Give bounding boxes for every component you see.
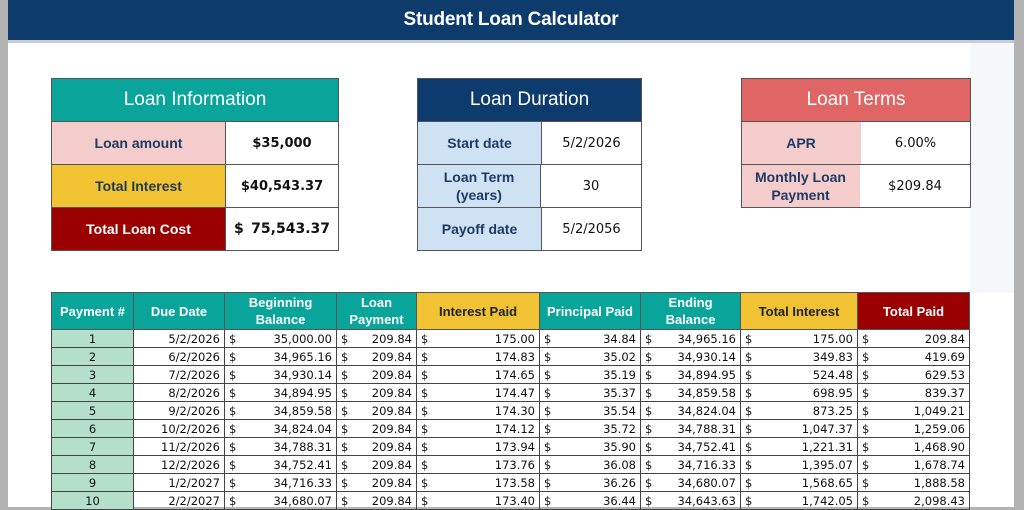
currency-symbol: $ — [862, 385, 870, 400]
amount: 209.84 — [371, 457, 412, 472]
currency-symbol: $ — [544, 403, 552, 418]
currency-symbol: $ — [229, 367, 237, 382]
amount: 35.54 — [603, 403, 636, 418]
col-header-due-date: Due Date — [134, 293, 225, 330]
col-header-ending-balance: Ending Balance — [641, 293, 741, 330]
loan-terms-header: Loan Terms — [742, 79, 970, 122]
amount: 35.90 — [603, 439, 636, 454]
monthly-payment-row — [742, 165, 970, 207]
amount: 174.47 — [494, 385, 535, 400]
amount: 35,000.00 — [273, 331, 332, 346]
cell-due-date[interactable]: 6/2/2026 — [134, 348, 225, 366]
loan-information-header: Loan Information — [52, 79, 338, 122]
currency-symbol: $ — [341, 475, 349, 490]
payoff-date-label: Payoff date — [418, 208, 542, 250]
amount: 36.08 — [603, 457, 636, 472]
cell-loan-payment[interactable] — [337, 330, 417, 348]
total-interest-value: $40,543.37 — [240, 178, 324, 194]
cell-principal-paid[interactable] — [540, 456, 641, 474]
amount: 209.84 — [371, 403, 412, 418]
amount: 35.72 — [603, 421, 636, 436]
table-body — [52, 330, 970, 510]
table-row — [52, 474, 970, 492]
cell-beginning-balance[interactable] — [225, 420, 337, 438]
cell-total-paid[interactable] — [858, 366, 970, 384]
amount: 2,098.43 — [913, 493, 965, 508]
amount: 34,680.07 — [677, 475, 736, 490]
amount: 1,568.65 — [801, 475, 853, 490]
amount: 524.48 — [812, 367, 853, 382]
cell-interest-paid[interactable] — [417, 330, 540, 348]
start-date-row — [418, 122, 641, 165]
currency-symbol: $ — [229, 439, 237, 454]
amount: 34,930.14 — [273, 367, 332, 382]
cell-payment-number[interactable]: 3 — [52, 366, 134, 384]
currency-symbol: $ — [229, 349, 237, 364]
amount: 34,859.58 — [273, 403, 332, 418]
cell-total-paid[interactable] — [858, 402, 970, 420]
cell-loan-payment[interactable] — [337, 474, 417, 492]
currency-symbol: $ — [745, 475, 753, 490]
amount: 209.84 — [371, 439, 412, 454]
currency-symbol: $ — [645, 349, 653, 364]
loan-duration-header: Loan Duration — [418, 79, 641, 122]
amount: 1,047.37 — [801, 421, 853, 436]
currency-symbol: $ — [341, 349, 349, 364]
loan-term-label: Loan Term (years) — [418, 165, 541, 207]
currency-symbol: $ — [421, 457, 429, 472]
cell-total-paid[interactable] — [858, 474, 970, 492]
currency-symbol: $ — [645, 403, 653, 418]
payoff-date-value: 5/2/2056 — [562, 221, 621, 237]
cell-total-interest[interactable] — [741, 420, 858, 438]
amount: 839.37 — [924, 385, 965, 400]
col-header-loan-payment: Loan Payment — [337, 293, 417, 330]
currency-symbol: $ — [341, 493, 349, 508]
cell-principal-paid[interactable] — [540, 384, 641, 402]
amount: 209.84 — [371, 349, 412, 364]
amount: 34.84 — [603, 331, 636, 346]
cell-loan-payment[interactable] — [337, 348, 417, 366]
cell-interest-paid[interactable] — [417, 366, 540, 384]
amount: 1,888.58 — [913, 475, 965, 490]
table-row — [52, 348, 970, 366]
currency-symbol: $ — [645, 367, 653, 382]
cell-due-date[interactable]: 12/2/2026 — [134, 456, 225, 474]
cell-due-date[interactable]: 10/2/2026 — [134, 420, 225, 438]
amount: 34,788.31 — [677, 421, 736, 436]
cell-beginning-balance[interactable] — [225, 384, 337, 402]
amount: 35.19 — [603, 367, 636, 382]
col-header-total-interest: Total Interest — [741, 293, 858, 330]
cell-due-date[interactable]: 1/2/2027 — [134, 474, 225, 492]
amount: 1,678.74 — [913, 457, 965, 472]
cell-loan-payment[interactable] — [337, 438, 417, 456]
cell-total-interest[interactable] — [741, 456, 858, 474]
cell-principal-paid[interactable] — [540, 366, 641, 384]
amount: 175.00 — [812, 331, 853, 346]
currency-symbol: $ — [421, 421, 429, 436]
table-row — [52, 330, 970, 348]
cell-ending-balance[interactable] — [641, 348, 741, 366]
title-bar — [8, 0, 1014, 43]
spreadsheet-frame — [8, 0, 1014, 507]
table-row — [52, 402, 970, 420]
amount: 35.02 — [603, 349, 636, 364]
currency-symbol: $ — [421, 331, 429, 346]
cell-payment-number[interactable]: 5 — [52, 402, 134, 420]
currency-symbol: $ — [341, 421, 349, 436]
currency-symbol: $ — [745, 385, 753, 400]
apr-row — [742, 122, 970, 165]
currency-symbol: $ — [745, 367, 753, 382]
cell-ending-balance[interactable] — [641, 420, 741, 438]
cell-ending-balance[interactable] — [641, 456, 741, 474]
currency-symbol: $ — [645, 457, 653, 472]
amount: 349.83 — [812, 349, 853, 364]
cell-payment-number[interactable]: 10 — [52, 492, 134, 510]
currency-symbol: $ — [229, 385, 237, 400]
cell-total-interest[interactable] — [741, 384, 858, 402]
amount: 34,716.33 — [677, 457, 736, 472]
cell-beginning-balance[interactable] — [225, 348, 337, 366]
cell-total-paid[interactable] — [858, 384, 970, 402]
amount: 209.84 — [371, 421, 412, 436]
currency-symbol: $ — [645, 475, 653, 490]
table-header-row — [52, 293, 970, 330]
amount: 174.83 — [494, 349, 535, 364]
apr-label: APR — [742, 122, 861, 164]
cell-payment-number[interactable]: 7 — [52, 438, 134, 456]
col-header-total-paid: Total Paid — [858, 293, 970, 330]
cell-payment-number[interactable]: 2 — [52, 348, 134, 366]
monthly-payment-label: Monthly Loan Payment — [742, 165, 860, 207]
currency-symbol: $ — [862, 331, 870, 346]
cell-loan-payment[interactable] — [337, 366, 417, 384]
amount: 34,930.14 — [677, 349, 736, 364]
amount: 34,752.41 — [273, 457, 332, 472]
cell-ending-balance[interactable] — [641, 438, 741, 456]
currency-symbol: $ — [645, 421, 653, 436]
cell-ending-balance[interactable] — [641, 402, 741, 420]
cell-due-date[interactable]: 5/2/2026 — [134, 330, 225, 348]
currency-symbol: $ — [645, 493, 653, 508]
amount: 174.30 — [494, 403, 535, 418]
currency-symbol: $ — [229, 457, 237, 472]
cell-total-paid[interactable] — [858, 438, 970, 456]
table-row — [52, 366, 970, 384]
currency-symbol: $ — [229, 331, 237, 346]
cell-loan-payment[interactable] — [337, 420, 417, 438]
cell-beginning-balance[interactable] — [225, 456, 337, 474]
cell-payment-number[interactable]: 4 — [52, 384, 134, 402]
cell-interest-paid[interactable] — [417, 420, 540, 438]
currency-symbol: $ — [745, 403, 753, 418]
currency-symbol: $ — [341, 385, 349, 400]
currency-symbol: $ — [421, 493, 429, 508]
total-loan-cost-row — [52, 208, 338, 250]
currency-symbol: $ — [645, 385, 653, 400]
currency-symbol: $ — [745, 331, 753, 346]
start-date-value[interactable]: 5/2/2026 — [562, 135, 621, 151]
cell-interest-paid[interactable] — [417, 438, 540, 456]
currency-symbol: $ — [862, 475, 870, 490]
loan-information-panel — [51, 78, 339, 251]
currency-symbol: $ — [421, 439, 429, 454]
cell-ending-balance[interactable] — [641, 384, 741, 402]
currency-symbol: $ — [862, 403, 870, 418]
cell-due-date[interactable]: 7/2/2026 — [134, 366, 225, 384]
currency-symbol: $ — [745, 349, 753, 364]
currency-symbol: $ — [341, 439, 349, 454]
cell-principal-paid[interactable] — [540, 474, 641, 492]
cell-due-date[interactable]: 11/2/2026 — [134, 438, 225, 456]
currency-symbol: $ — [862, 457, 870, 472]
cell-total-interest[interactable] — [741, 348, 858, 366]
cell-principal-paid[interactable] — [540, 330, 641, 348]
col-header-payment-number: Payment # — [52, 293, 134, 330]
currency-symbol: $ — [341, 403, 349, 418]
currency-symbol: $ — [421, 403, 429, 418]
amount: 34,894.95 — [677, 367, 736, 382]
amount: 173.58 — [494, 475, 535, 490]
currency-symbol: $ — [745, 457, 753, 472]
currency-symbol: $ — [745, 421, 753, 436]
amount: 34,716.33 — [273, 475, 332, 490]
currency-symbol: $ — [544, 475, 552, 490]
currency-symbol: $ — [862, 493, 870, 508]
currency-symbol: $ — [229, 475, 237, 490]
total-loan-cost-label: Total Loan Cost — [52, 208, 226, 250]
start-date-label: Start date — [418, 122, 542, 164]
col-header-principal-paid: Principal Paid — [540, 293, 641, 330]
amount: 698.95 — [812, 385, 853, 400]
currency-symbol: $ — [544, 331, 552, 346]
table-row — [52, 384, 970, 402]
currency-symbol: $ — [421, 367, 429, 382]
currency-symbol: $ — [745, 493, 753, 508]
currency-symbol: $ — [645, 331, 653, 346]
apr-value[interactable]: 6.00% — [894, 135, 937, 151]
cell-total-paid[interactable] — [858, 456, 970, 474]
amount: 173.40 — [494, 493, 535, 508]
col-header-interest-paid: Interest Paid — [417, 293, 540, 330]
amount: 34,859.58 — [677, 385, 736, 400]
cell-loan-payment[interactable] — [337, 384, 417, 402]
currency-symbol: $ — [862, 349, 870, 364]
page-title: Student Loan Calculator — [403, 9, 619, 30]
amount: 173.94 — [494, 439, 535, 454]
currency-symbol: $ — [421, 475, 429, 490]
cell-total-interest[interactable] — [741, 438, 858, 456]
currency-symbol: $ — [341, 367, 349, 382]
cell-interest-paid[interactable] — [417, 474, 540, 492]
monthly-payment-value: $209.84 — [888, 178, 942, 194]
cell-interest-paid[interactable] — [417, 456, 540, 474]
cell-principal-paid[interactable] — [540, 402, 641, 420]
cell-beginning-balance[interactable] — [225, 366, 337, 384]
cell-due-date[interactable]: 8/2/2026 — [134, 384, 225, 402]
amount: 1,049.21 — [913, 403, 965, 418]
currency-symbol: $ — [645, 439, 653, 454]
amount: 36.44 — [603, 493, 636, 508]
cell-total-paid[interactable] — [858, 420, 970, 438]
amount: 1,395.07 — [801, 457, 853, 472]
currency-symbol: $ — [544, 439, 552, 454]
total-loan-cost-value — [226, 208, 338, 250]
amount: 34,643.63 — [677, 493, 736, 508]
table-row — [52, 438, 970, 456]
amount: 1,259.06 — [913, 421, 965, 436]
cell-ending-balance[interactable] — [641, 330, 741, 348]
cell-interest-paid[interactable] — [417, 402, 540, 420]
amount: 209.84 — [371, 367, 412, 382]
currency-symbol: $ — [544, 457, 552, 472]
currency-symbol: $ — [421, 349, 429, 364]
loan-terms-panel — [741, 78, 971, 208]
table-row — [52, 456, 970, 474]
cell-payment-number[interactable]: 6 — [52, 420, 134, 438]
amount: 34,965.16 — [273, 349, 332, 364]
currency-symbol: $ — [544, 385, 552, 400]
loan-term-row — [418, 165, 641, 208]
amount: 419.69 — [924, 349, 965, 364]
cell-total-interest[interactable] — [741, 330, 858, 348]
cell-ending-balance[interactable] — [641, 474, 741, 492]
amount: 1,221.31 — [801, 439, 853, 454]
currency-symbol: $ — [544, 367, 552, 382]
currency-symbol: $ — [745, 439, 753, 454]
loan-amount-row — [52, 122, 338, 165]
loan-amount-value[interactable]: $35,000 — [252, 135, 312, 151]
total-interest-row — [52, 165, 338, 208]
cell-beginning-balance[interactable] — [225, 438, 337, 456]
currency-symbol: $ — [421, 385, 429, 400]
amount: 174.65 — [494, 367, 535, 382]
amount: 34,965.16 — [677, 331, 736, 346]
amount: 173.76 — [494, 457, 535, 472]
cell-interest-paid[interactable] — [417, 384, 540, 402]
cell-total-interest[interactable] — [741, 366, 858, 384]
amount: 174.12 — [494, 421, 535, 436]
cell-loan-payment[interactable] — [337, 456, 417, 474]
cell-total-paid[interactable] — [858, 348, 970, 366]
loan-duration-panel — [417, 78, 642, 251]
cell-ending-balance[interactable] — [641, 366, 741, 384]
table-row — [52, 420, 970, 438]
total-interest-label: Total Interest — [52, 165, 226, 207]
amount: 209.84 — [924, 331, 965, 346]
cell-total-paid[interactable] — [858, 330, 970, 348]
amount: 34,824.04 — [677, 403, 736, 418]
amount: 36.26 — [603, 475, 636, 490]
currency-symbol: $ — [862, 367, 870, 382]
amount: 209.84 — [371, 493, 412, 508]
amount: 1,468.90 — [913, 439, 965, 454]
amortization-schedule-table — [51, 292, 970, 510]
amount: 34,824.04 — [273, 421, 332, 436]
currency-symbol: $ — [544, 493, 552, 508]
amount: 34,894.95 — [273, 385, 332, 400]
total-loan-cost-amount: 75,543.37 — [251, 221, 330, 237]
amount: 34,752.41 — [677, 439, 736, 454]
cell-principal-paid[interactable] — [540, 348, 641, 366]
amount: 1,742.05 — [801, 493, 853, 508]
cell-loan-payment[interactable] — [337, 402, 417, 420]
amount: 175.00 — [494, 331, 535, 346]
cell-due-date[interactable]: 2/2/2027 — [134, 492, 225, 510]
currency-symbol: $ — [229, 493, 237, 508]
amount: 34,788.31 — [273, 439, 332, 454]
amount: 34,680.07 — [273, 493, 332, 508]
currency-symbol: $ — [229, 421, 237, 436]
cell-payment-number[interactable]: 9 — [52, 474, 134, 492]
cell-principal-paid[interactable] — [540, 438, 641, 456]
currency-symbol: $ — [229, 403, 237, 418]
cell-interest-paid[interactable] — [417, 348, 540, 366]
amount: 873.25 — [812, 403, 853, 418]
amount: 209.84 — [371, 475, 412, 490]
amount: 35.37 — [603, 385, 636, 400]
cell-total-interest[interactable] — [741, 402, 858, 420]
right-margin-strip — [970, 43, 1014, 293]
col-header-beginning-balance: Beginning Balance — [225, 293, 337, 330]
amount: 209.84 — [371, 385, 412, 400]
cell-beginning-balance[interactable] — [225, 402, 337, 420]
cell-total-interest[interactable] — [741, 474, 858, 492]
amount: 629.53 — [924, 367, 965, 382]
currency-symbol: $ — [862, 439, 870, 454]
currency-symbol: $ — [341, 457, 349, 472]
loan-term-value[interactable]: 30 — [582, 178, 600, 194]
currency-symbol: $ — [234, 221, 244, 237]
payoff-date-row — [418, 208, 641, 250]
currency-symbol: $ — [544, 421, 552, 436]
currency-symbol: $ — [862, 421, 870, 436]
cell-due-date[interactable]: 9/2/2026 — [134, 402, 225, 420]
cell-payment-number[interactable]: 8 — [52, 456, 134, 474]
cell-beginning-balance[interactable] — [225, 474, 337, 492]
cell-principal-paid[interactable] — [540, 420, 641, 438]
cell-payment-number[interactable]: 1 — [52, 330, 134, 348]
amount: 209.84 — [371, 331, 412, 346]
currency-symbol: $ — [544, 349, 552, 364]
loan-amount-label: Loan amount — [52, 122, 226, 164]
cell-beginning-balance[interactable] — [225, 330, 337, 348]
currency-symbol: $ — [341, 331, 349, 346]
